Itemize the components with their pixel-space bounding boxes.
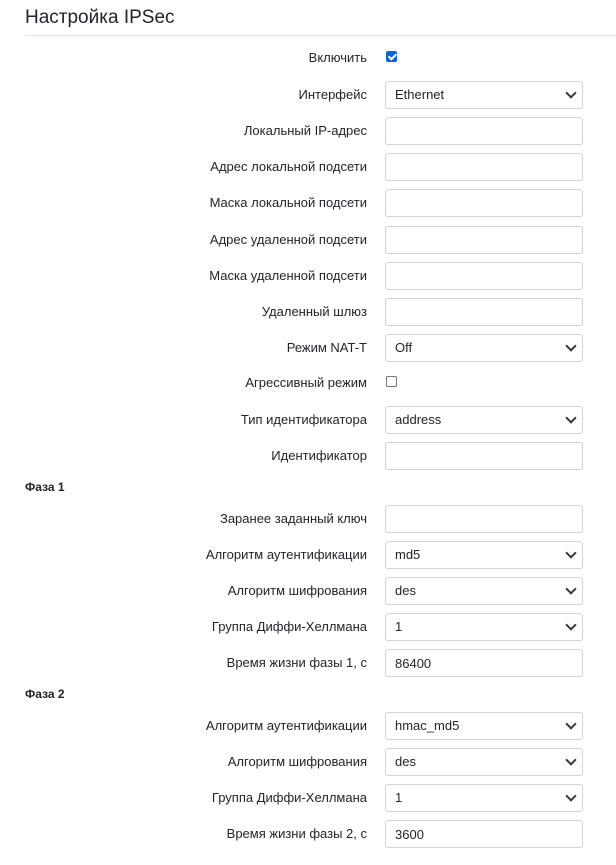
phase2-lifetime-label: Время жизни фазы 2, с: [226, 826, 367, 841]
row-identifier: [0, 442, 616, 470]
phase1-auth-label: Алгоритм аутентификации: [205, 547, 367, 562]
nat-t-label: Режим NAT-T: [286, 340, 367, 355]
local-ip-input[interactable]: [385, 117, 583, 145]
row-phase2-lifetime: [0, 820, 616, 848]
remote-gateway-label: Удаленный шлюз: [261, 304, 367, 319]
row-phase2-dh: [0, 784, 616, 812]
remote-subnet-label: Адрес удаленной подсети: [209, 232, 367, 247]
interface-select[interactable]: [385, 81, 583, 109]
row-local-subnet: [0, 153, 616, 181]
identifier-label: Идентификатор: [271, 448, 367, 463]
remote-mask-label: Маска удаленной подсети: [209, 268, 367, 283]
row-phase1-auth: [0, 541, 616, 569]
interface-select-value: Ethernet: [395, 87, 445, 102]
enable-checkbox[interactable]: [386, 51, 397, 62]
row-local-ip: [0, 117, 616, 145]
phase1-lifetime-input[interactable]: [385, 649, 583, 677]
local-mask-input[interactable]: [385, 189, 583, 217]
local-ip-label: Локальный IP-адрес: [243, 123, 367, 138]
phase1-heading: Фаза 1: [25, 480, 65, 494]
remote-gateway-input[interactable]: [385, 298, 583, 326]
phase2-enc-select[interactable]: [385, 748, 583, 776]
phase1-psk-label: Заранее заданный ключ: [219, 511, 367, 526]
nat-t-select[interactable]: [385, 334, 583, 362]
phase2-auth-select[interactable]: [385, 712, 583, 740]
remote-subnet-input[interactable]: [385, 226, 583, 254]
local-subnet-label: Адрес локальной подсети: [210, 159, 367, 174]
row-phase1-lifetime: [0, 649, 616, 677]
remote-mask-input[interactable]: [385, 262, 583, 290]
id-type-select[interactable]: [385, 406, 583, 434]
row-remote-gateway: [0, 298, 616, 326]
phase1-enc-select[interactable]: [385, 577, 583, 605]
phase1-dh-select-value: 1: [395, 619, 403, 634]
row-local-mask: [0, 189, 616, 217]
row-phase1-enc: [0, 577, 616, 605]
row-remote-mask: [0, 262, 616, 290]
row-phase2-auth: [0, 712, 616, 740]
aggressive-checkbox[interactable]: [386, 376, 397, 387]
title-divider: [25, 35, 616, 36]
row-phase1-dh: [0, 613, 616, 641]
row-nat-t: [0, 334, 616, 362]
row-remote-subnet: [0, 226, 616, 254]
phase2-auth-label: Алгоритм аутентификации: [205, 718, 367, 733]
aggressive-label: Агрессивный режим: [245, 375, 367, 390]
row-enable: [0, 44, 616, 72]
local-subnet-input[interactable]: [385, 153, 583, 181]
phase2-dh-select[interactable]: [385, 784, 583, 812]
phase1-psk-input[interactable]: [385, 505, 583, 533]
phase1-dh-select[interactable]: [385, 613, 583, 641]
local-mask-label: Маска локальной подсети: [209, 195, 367, 210]
phase2-enc-label: Алгоритм шифрования: [227, 754, 367, 769]
phase2-heading: Фаза 2: [25, 687, 65, 701]
phase2-dh-select-value: 1: [395, 790, 403, 805]
identifier-input[interactable]: [385, 442, 583, 470]
row-phase2-enc: [0, 748, 616, 776]
phase1-lifetime-label: Время жизни фазы 1, с: [226, 655, 367, 670]
phase2-dh-label: Группа Диффи-Хеллмана: [211, 790, 367, 805]
phase2-lifetime-input[interactable]: [385, 820, 583, 848]
page-title: Настройка IPSec: [25, 7, 175, 28]
phase1-enc-label: Алгоритм шифрования: [227, 583, 367, 598]
id-type-select-value: address: [395, 412, 442, 427]
enable-label: Включить: [308, 50, 367, 65]
phase2-auth-select-value: hmac_md5: [395, 718, 460, 733]
id-type-label: Тип идентификатора: [240, 412, 367, 427]
phase1-dh-label: Группа Диффи-Хеллмана: [211, 619, 367, 634]
row-phase1-psk: [0, 505, 616, 533]
phase1-auth-select-value: md5: [395, 547, 421, 562]
phase1-enc-select-value: des: [395, 583, 416, 598]
row-id-type: [0, 406, 616, 434]
phase1-auth-select[interactable]: [385, 541, 583, 569]
row-interface: [0, 81, 616, 109]
row-aggressive: [0, 369, 616, 397]
phase2-enc-select-value: des: [395, 754, 416, 769]
interface-label: Интерфейс: [298, 87, 367, 102]
nat-t-select-value: Off: [395, 340, 413, 355]
